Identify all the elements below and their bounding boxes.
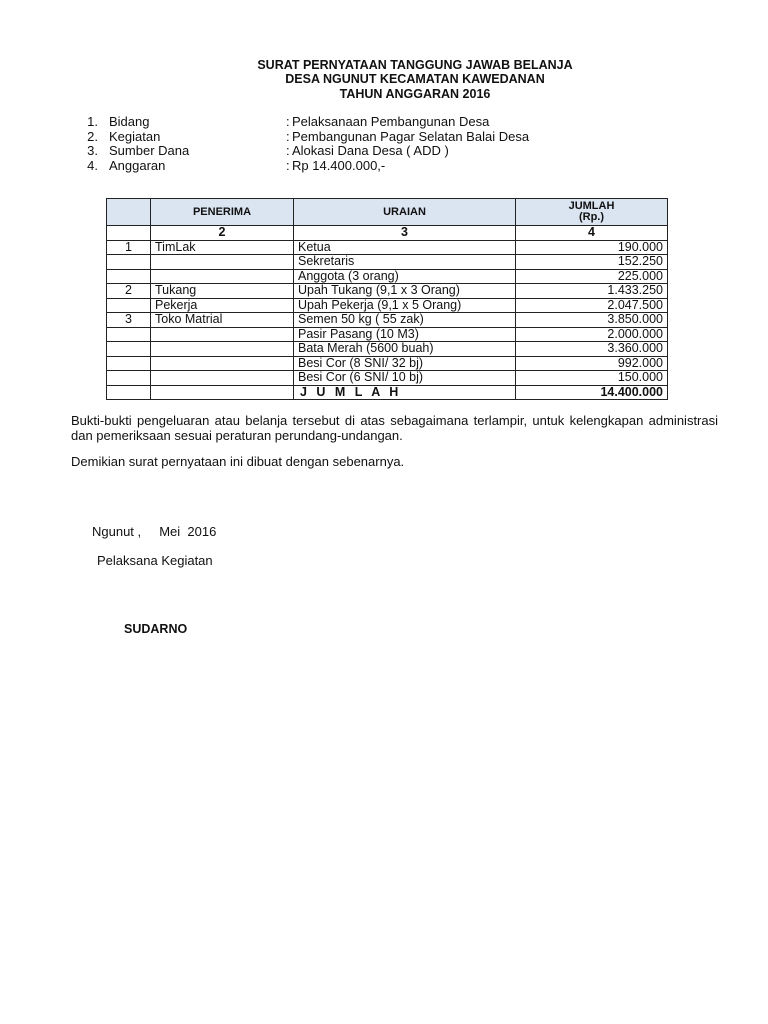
total-blank-cell: [151, 385, 294, 400]
row-jumlah: 3.360.000: [516, 342, 668, 357]
row-number: 1: [107, 240, 151, 255]
signer-role: Pelaksana Kegiatan: [97, 553, 213, 568]
row-uraian: Pasir Pasang (10 M3): [294, 327, 516, 342]
row-penerima: Tukang: [151, 284, 294, 299]
table-row: [107, 284, 668, 299]
header-uraian: URAIAN: [294, 199, 516, 226]
header-jumlah-line2: (Rp.): [578, 211, 605, 223]
info-label: Bidang: [109, 114, 150, 129]
place-date: Ngunut , Mei 2016: [92, 524, 217, 539]
document-subtitle-year: TAHUN ANGGARAN 2016: [339, 87, 491, 101]
row-number: [107, 356, 151, 371]
info-colon: :: [286, 128, 290, 144]
row-uraian: Upah Pekerja (9,1 x 5 Orang): [294, 298, 516, 313]
info-colon: :: [286, 114, 290, 129]
table-row: [107, 269, 668, 284]
document-title: SURAT PERNYATAAN TANGGUNG JAWAB BELANJA: [257, 58, 573, 72]
header-jumlah-line1: JUMLAH: [568, 200, 615, 212]
row-number: [107, 371, 151, 386]
table-row: [107, 298, 668, 313]
total-label: J U M L A H: [294, 385, 516, 400]
info-number: 1.: [87, 114, 98, 129]
info-number: 4.: [87, 157, 98, 173]
row-uraian: Anggota (3 orang): [294, 269, 516, 284]
table-total-row: [107, 385, 668, 400]
row-uraian: Ketua: [294, 240, 516, 255]
total-blank-cell: [107, 385, 151, 400]
table-row: [107, 240, 668, 255]
table-row: [107, 327, 668, 342]
closing-paragraph: Demikian surat pernyataan ini dibuat dengan sebenarnya.: [71, 454, 405, 469]
signer-name: SUDARNO: [124, 622, 188, 636]
table-row: [107, 313, 668, 328]
row-jumlah: 1.433.250: [516, 284, 668, 299]
row-uraian: Sekretaris: [294, 255, 516, 270]
row-uraian: Semen 50 kg ( 55 zak): [294, 313, 516, 328]
info-label: Sumber Dana: [109, 143, 190, 158]
index-cell-blank: [107, 226, 151, 241]
row-number: 2: [107, 284, 151, 299]
total-value: 14.400.000: [516, 385, 668, 400]
table-row: [107, 356, 668, 371]
table-index-row: [107, 226, 668, 241]
statement-paragraph: Bukti-bukti pengeluaran atau belanja tersebut di atas sebagaimana terlampir, untuk kelengkapan administrasi dan pemeriksaan sesuai peraturan perundang-undangan.: [71, 413, 718, 443]
info-value: Alokasi Dana Desa ( ADD ): [292, 143, 449, 158]
row-number: [107, 342, 151, 357]
row-uraian: Upah Tukang (9,1 x 3 Orang): [294, 284, 516, 299]
row-penerima: [151, 371, 294, 386]
row-penerima: [151, 356, 294, 371]
info-value: Rp 14.400.000,-: [292, 157, 386, 173]
expense-table: [106, 198, 668, 400]
index-cell: 2: [151, 226, 294, 241]
row-uraian: Besi Cor (8 SNI/ 32 bj): [294, 356, 516, 371]
document-subtitle-village: DESA NGUNUT KECAMATAN KAWEDANAN: [285, 72, 545, 86]
info-value: Pelaksanaan Pembangunan Desa: [292, 114, 490, 129]
index-cell: 4: [516, 226, 668, 241]
row-jumlah: 150.000: [516, 371, 668, 386]
table-header-row: [107, 199, 668, 226]
row-number: [107, 255, 151, 270]
table-row: [107, 371, 668, 386]
row-uraian: Bata Merah (5600 buah): [294, 342, 516, 357]
table-row: [107, 255, 668, 270]
header-penerima: PENERIMA: [151, 199, 294, 226]
row-penerima: [151, 327, 294, 342]
row-jumlah: 2.047.500: [516, 298, 668, 313]
row-penerima: TimLak: [151, 240, 294, 255]
info-value: Pembangunan Pagar Selatan Balai Desa: [292, 128, 530, 144]
row-number: [107, 327, 151, 342]
info-number: 3.: [87, 143, 98, 158]
row-jumlah: 225.000: [516, 269, 668, 284]
row-jumlah: 3.850.000: [516, 313, 668, 328]
row-uraian: Besi Cor (6 SNI/ 10 bj): [294, 371, 516, 386]
info-label: Anggaran: [109, 157, 166, 173]
row-jumlah: 2.000.000: [516, 327, 668, 342]
header-number-cell: [107, 199, 151, 226]
row-penerima: [151, 269, 294, 284]
row-number: 3: [107, 313, 151, 328]
row-jumlah: 190.000: [516, 240, 668, 255]
info-number: 2.: [87, 128, 98, 144]
info-colon: :: [286, 157, 290, 173]
row-number: [107, 269, 151, 284]
index-cell: 3: [294, 226, 516, 241]
row-penerima: [151, 342, 294, 357]
info-label: Kegiatan: [109, 128, 161, 144]
row-jumlah: 992.000: [516, 356, 668, 371]
row-penerima: Pekerja: [151, 298, 294, 313]
row-number: [107, 298, 151, 313]
row-penerima: [151, 255, 294, 270]
table-row: [107, 342, 668, 357]
info-colon: :: [286, 143, 290, 158]
row-penerima: Toko Matrial: [151, 313, 294, 328]
header-jumlah: [516, 199, 668, 226]
row-jumlah: 152.250: [516, 255, 668, 270]
